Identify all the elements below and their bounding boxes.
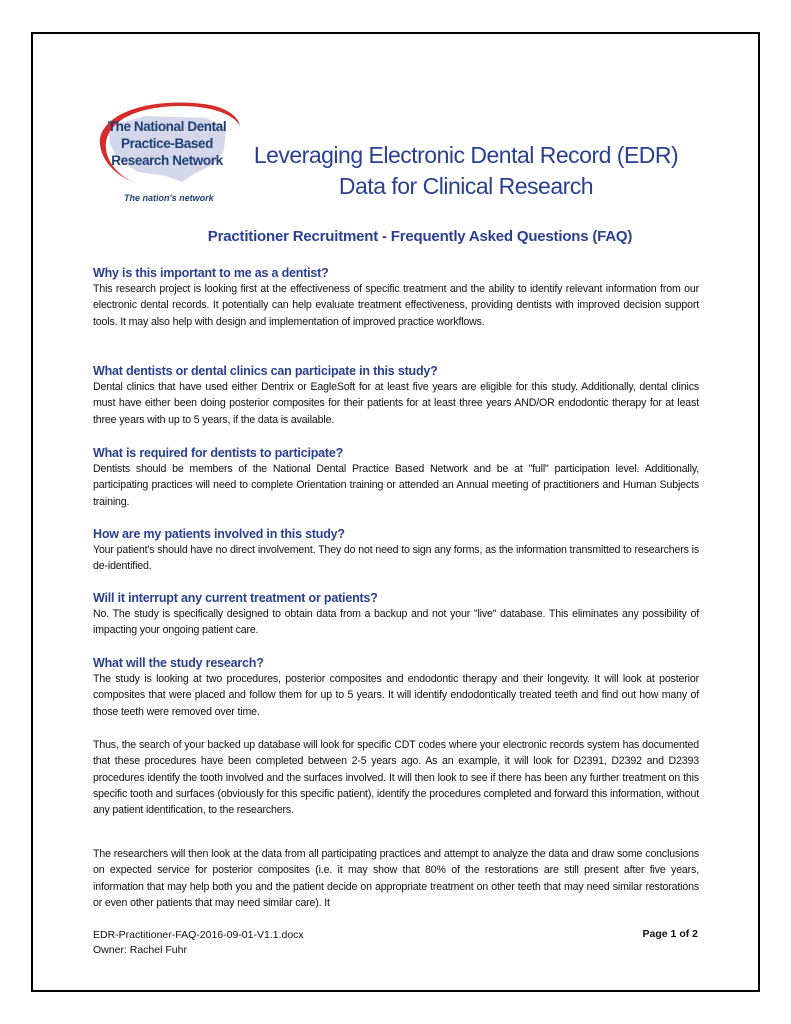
title-line-2: Data for Clinical Research xyxy=(338,173,594,199)
faq-question: What is required for dentists to participate? xyxy=(93,446,344,460)
footer-page-number: Page 1 of 2 xyxy=(642,928,698,940)
footer-owner: Owner: Rachel Fuhr xyxy=(93,944,187,956)
faq-answer-paragraph xyxy=(93,846,699,911)
faq-answer: Dental clinics that have used either Dentrix or EagleSoft for at least five years are eligible for this study. Additionally, dental clinics must have either been doing posterior composites for their patients for at least three years AND/OR endodontic therapy for at least three years with up to 5 years, if the data is available. xyxy=(93,381,699,426)
title-line-1: Leveraging Electronic Dental Record (EDR) xyxy=(253,142,679,168)
faq-answer: No. The study is specifically designed to obtain data from a backup and not your "live" database. This eliminates any possibility of impacting your ongoing patient care. xyxy=(93,608,699,637)
faq-question: What dentists or dental clinics can participate in this study? xyxy=(93,364,438,378)
faq-item xyxy=(93,655,699,720)
faq-answer-paragraph xyxy=(93,737,699,818)
faq-item xyxy=(93,526,699,575)
document-subtitle: Practitioner Recruitment - Frequently Asked Questions (FAQ) xyxy=(207,228,633,245)
faq-answer: The researchers will then look at the data from all participating practices and attempt to analyze the data and draw some conclusions on expected service for posterior composites (i.e. it may show that 80% of the restorations are still present after five years, information that may help both you and the patient decide on appropriate treatment on other teeth that may need similar restorations or even other patients that may need similar care). It xyxy=(93,848,699,909)
faq-question: Will it interrupt any current treatment or patients? xyxy=(93,591,378,605)
footer-file-info xyxy=(93,928,304,958)
logo-name xyxy=(92,118,242,169)
logo-line-3: Research Network xyxy=(111,153,223,168)
logo-line-2: Practice-Based xyxy=(121,136,213,151)
faq-answer: The study is looking at two procedures, posterior composites and endodontic therapy and their longevity. It will look at posterior composites that were placed and follow them for up to 5 years. It will identify endodontically treated teeth and find out how many of those teeth were removed over time. xyxy=(93,673,699,718)
faq-answer: Dentists should be members of the National Dental Practice Based Network and be at "full" participation level. Additionally, participating practices will need to complete Orientation training or attended an Annual meeting of practitioners and Human Subjects training. xyxy=(93,463,699,508)
network-logo xyxy=(86,98,246,208)
faq-item xyxy=(93,445,699,510)
faq-item xyxy=(93,590,699,639)
faq-answer: Thus, the search of your backed up database will look for specific CDT codes where your electronic records system has documented that these procedures have been completed between 2-5 years ago. As an example, it will look for D2391, D2392 and D2393 procedures identify the tooth involved and the surfaces involved. It will then look to see if there has been any further treatment on this specific tooth and surfaces (obviously for this specific patient), identify the procedures completed and forward this information, without any patient identification, to the researchers. xyxy=(93,739,699,817)
logo-tagline: The nation's network xyxy=(124,193,214,203)
footer-filename: EDR-Practitioner-FAQ-2016-09-01-V1.1.docx xyxy=(93,929,304,941)
faq-answer: Your patient's should have no direct involvement. They do not need to sign any forms, as the information transmitted to researchers is de-identified. xyxy=(93,544,699,573)
logo-line-1: The National Dental xyxy=(107,119,227,134)
faq-item xyxy=(93,363,699,428)
faq-question: How are my patients involved in this study? xyxy=(93,527,345,541)
document-title xyxy=(246,140,686,202)
faq-answer: This research project is looking first at the effectiveness of specific treatment and the ability to identify relevant information from our electronic dental records. It potentially can help evaluate treatment effectiveness, providing dentists with improved decision support tools. It may also help with design and implementation of improved practice workflows. xyxy=(93,283,699,328)
faq-question: Why is this important to me as a dentist? xyxy=(93,266,329,280)
faq-question: What will the study research? xyxy=(93,656,264,670)
faq-item xyxy=(93,265,699,330)
